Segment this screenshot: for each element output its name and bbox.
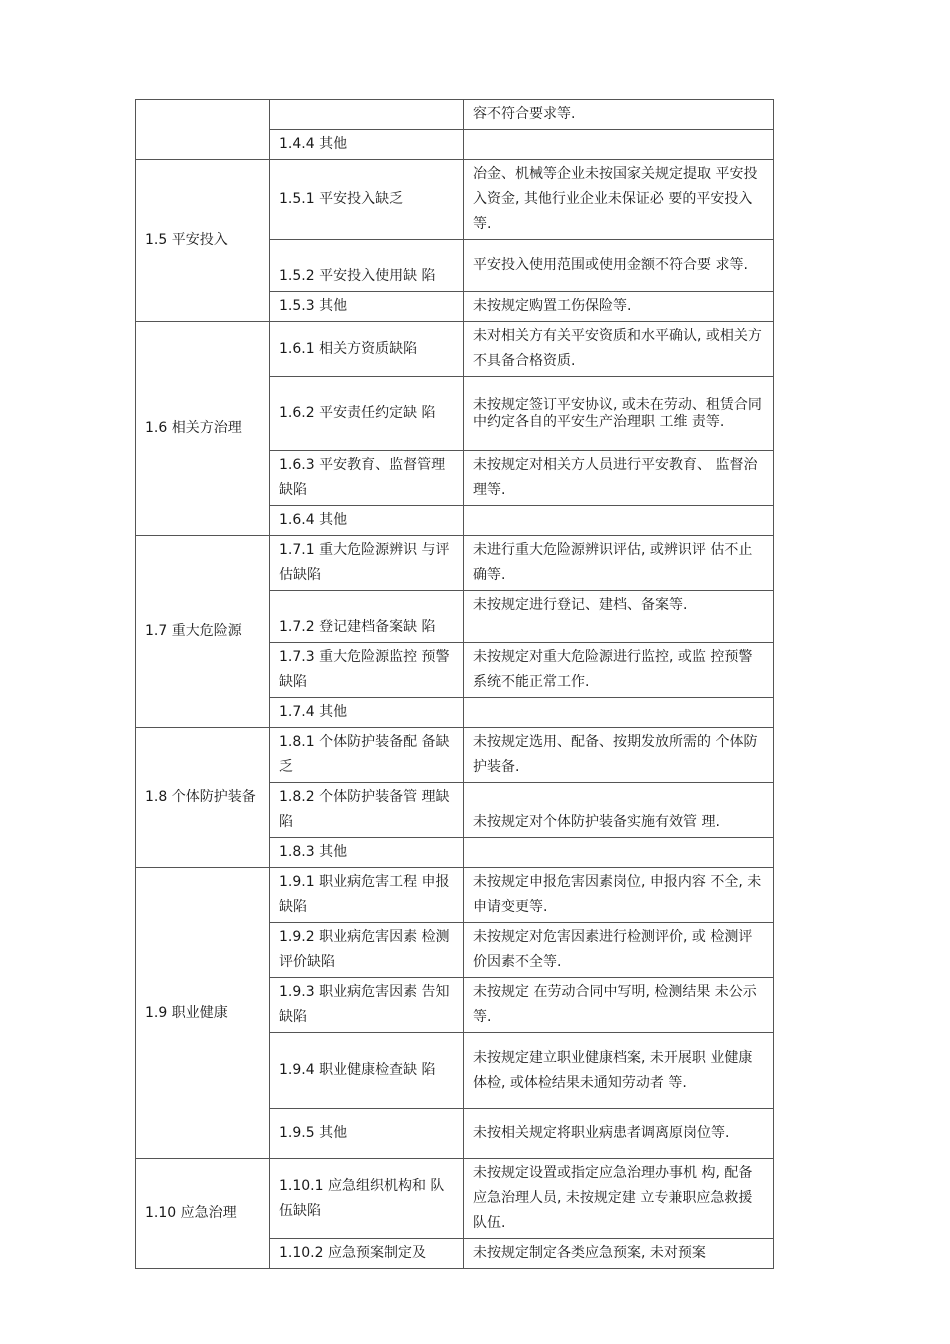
item-cell: 1.7.2 登记建档备案缺 陷 [270, 591, 464, 643]
item-cell: 1.5.3 其他 [270, 292, 464, 322]
item-cell: 1.8.2 个体防护装备管 理缺陷 [270, 783, 464, 838]
item-cell: 1.6.2 平安责任约定缺 陷 [270, 377, 464, 451]
description-cell: 容不符合要求等. [464, 100, 774, 130]
table-row [136, 322, 774, 377]
description-cell: 未进行重大危险源辨识评估, 或辨识评 估不止确等. [464, 536, 774, 591]
category-cell: 1.9 职业健康 [136, 868, 270, 1159]
description-cell: 未按相关规定将职业病患者调离原岗位等. [464, 1109, 774, 1159]
description-cell: 冶金、机械等企业未按国家关规定提取 平安投入资金, 其他行业企业未保证必 要的平安投入等. [464, 160, 774, 240]
item-cell: 1.6.3 平安教育、监督管理缺陷 [270, 451, 464, 506]
item-cell: 1.5.2 平安投入使用缺 陷 [270, 240, 464, 292]
category-cell: 1.7 重大危险源 [136, 536, 270, 728]
table-row [136, 1159, 774, 1239]
item-cell: 1.9.4 职业健康检查缺 陷 [270, 1033, 464, 1109]
table-row [136, 868, 774, 923]
description-cell: 未按规定购置工伤保险等. [464, 292, 774, 322]
item-cell: 1.9.2 职业病危害因素 检测评价缺陷 [270, 923, 464, 978]
item-cell: 1.9.5 其他 [270, 1109, 464, 1159]
table-row [136, 536, 774, 591]
description-cell: 未对相关方有关平安资质和水平确认, 或相关方不具备合格资质. [464, 322, 774, 377]
category-cell: 1.10 应急治理 [136, 1159, 270, 1269]
description-cell: 未按规定建立职业健康档案, 未开展职 业健康体检, 或体检结果未通知劳动者 等. [464, 1033, 774, 1109]
description-cell: 未按规定对相关方人员进行平安教育、 监督治理等. [464, 451, 774, 506]
description-cell: 未按规定对重大危险源进行监控, 或监 控预警系统不能正常工作. [464, 643, 774, 698]
table-row [136, 160, 774, 240]
description-cell [464, 838, 774, 868]
table-row [136, 728, 774, 783]
item-cell: 1.9.1 职业病危害工程 申报缺陷 [270, 868, 464, 923]
item-cell: 1.10.1 应急组织机构和 队伍缺陷 [270, 1159, 464, 1239]
item-cell: 1.7.4 其他 [270, 698, 464, 728]
item-cell: 1.5.1 平安投入缺乏 [270, 160, 464, 240]
description-cell [464, 130, 774, 160]
description-cell: 平安投入使用范围或使用金额不符合要 求等. [464, 240, 774, 292]
item-cell: 1.9.3 职业病危害因素 告知缺陷 [270, 978, 464, 1033]
description-cell: 未按规定进行登记、建档、备案等. [464, 591, 774, 643]
description-cell: 未按规定签订平安协议, 或未在劳动、租赁合同中约定各自的平安生产治理职 工维 责等. [464, 377, 774, 451]
category-cell: 1.5 平安投入 [136, 160, 270, 322]
item-cell: 1.6.1 相关方资质缺陷 [270, 322, 464, 377]
item-cell: 1.4.4 其他 [270, 130, 464, 160]
description-cell: 未按规定对危害因素进行检测评价, 或 检测评价因素不全等. [464, 923, 774, 978]
category-cell: 1.8 个体防护装备 [136, 728, 270, 868]
description-cell: 未按规定制定各类应急预案, 未对预案 [464, 1239, 774, 1269]
table-row [136, 100, 774, 130]
description-cell [464, 506, 774, 536]
item-cell: 1.8.1 个体防护装备配 备缺乏 [270, 728, 464, 783]
description-cell: 未按规定申报危害因素岗位, 申报内容 不全, 未申请变更等. [464, 868, 774, 923]
description-cell: 未按规定选用、配备、按期发放所需的 个体防护装备. [464, 728, 774, 783]
item-cell: 1.6.4 其他 [270, 506, 464, 536]
item-cell: 1.10.2 应急预案制定及 [270, 1239, 464, 1269]
hazard-classification-table [135, 99, 774, 1269]
description-cell [464, 698, 774, 728]
item-cell: 1.7.1 重大危险源辨识 与评估缺陷 [270, 536, 464, 591]
item-cell: 1.8.3 其他 [270, 838, 464, 868]
category-cell [136, 100, 270, 160]
description-cell: 未按规定设置或指定应急治理办事机 构, 配备应急治理人员, 未按规定建 立专兼职应急救援队伍. [464, 1159, 774, 1239]
description-cell: 未按规定 在劳动合同中写明, 检测结果 未公示等. [464, 978, 774, 1033]
category-cell: 1.6 相关方治理 [136, 322, 270, 536]
item-cell [270, 100, 464, 130]
description-cell: 未按规定对个体防护装备实施有效管 理. [464, 783, 774, 838]
item-cell: 1.7.3 重大危险源监控 预警缺陷 [270, 643, 464, 698]
